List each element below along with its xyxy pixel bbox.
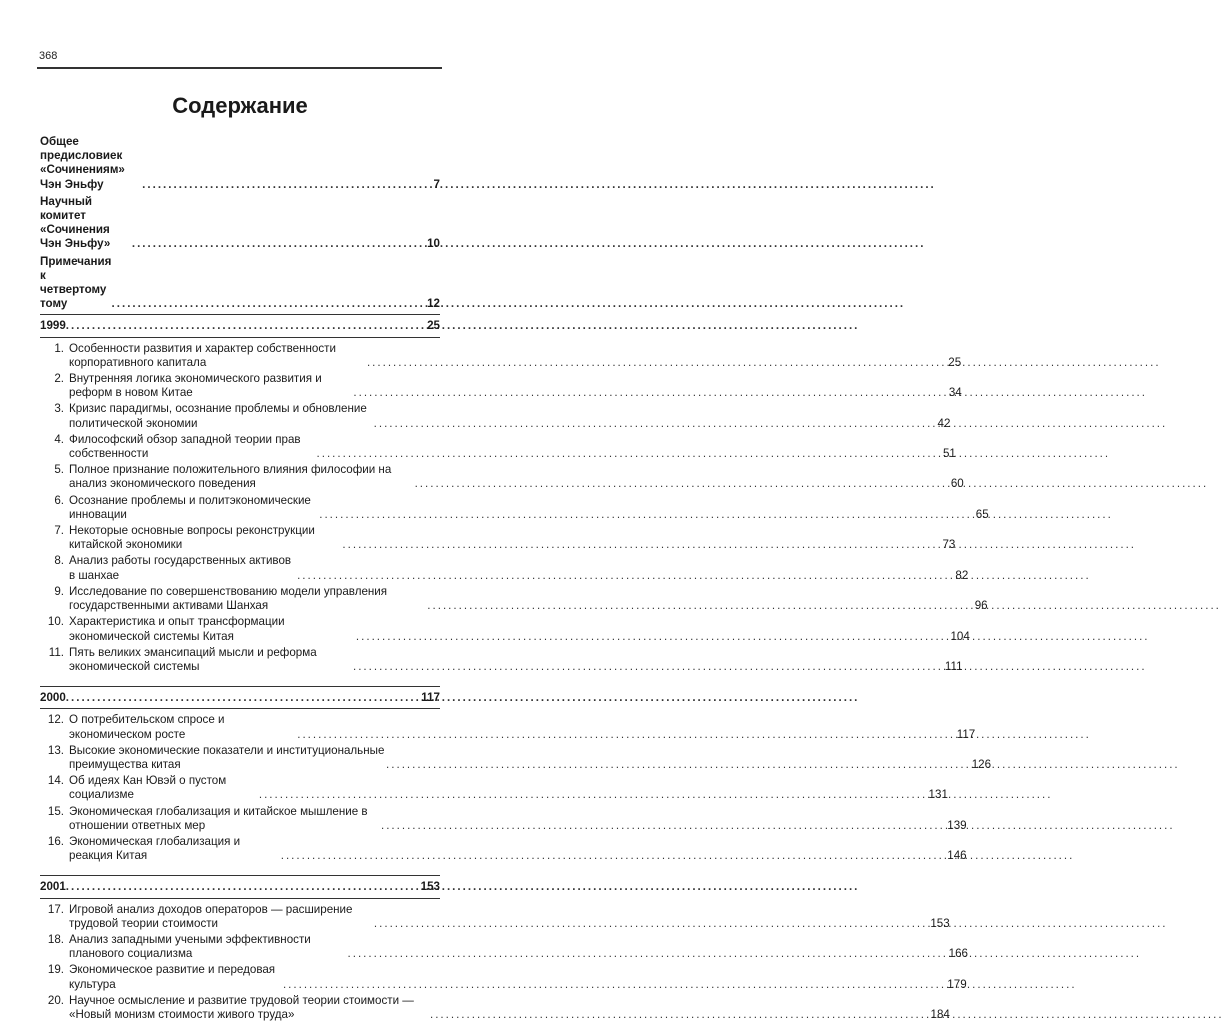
toc-entry-title: Исследование по совершенствованию модели управления государственными активами Шанхая — [69, 584, 388, 613]
toc-entry-title: О потребительском спросе и экономическом росте — [69, 713, 225, 741]
leader-dots — [353, 386, 947, 400]
toc-entry-title: Экономическая глобализация и китайское мышление в отношении ответных мер — [69, 804, 368, 832]
page-number: 368 — [39, 50, 58, 62]
leader-dots — [342, 538, 941, 552]
entry-number: 2. — [54, 372, 64, 386]
leader-dots — [66, 691, 420, 705]
toc-entry[interactable] — [40, 341, 962, 370]
toc-entry-title: Общее предисловиек «Сочинениям» Чэн Эньфу — [40, 135, 125, 191]
toc-entry-page: 25 — [427, 319, 440, 333]
entry-number: 10. — [47, 615, 64, 629]
toc-entry-page: 117 — [421, 691, 440, 705]
toc-entry-page: 60 — [950, 477, 964, 491]
toc-entry-title: Экономическая глобализация и реакция Китая — [69, 834, 241, 863]
section-rule — [40, 875, 440, 876]
leader-dots — [259, 788, 928, 802]
toc-entry[interactable] — [40, 774, 948, 802]
leader-dots — [353, 660, 944, 674]
section-rule — [40, 708, 440, 709]
toc-entry[interactable] — [40, 554, 969, 582]
toc-entry-page: 146 — [947, 849, 967, 863]
entry-number: 15. — [47, 804, 64, 818]
toc-entry[interactable] — [40, 834, 967, 863]
toc-entry-title: Пять великих эмансипаций мысли и реформа экономической системы — [69, 645, 317, 673]
leader-dots — [112, 297, 427, 311]
leader-dots — [386, 758, 971, 772]
toc-entry-title: Осознание проблемы и политэкономические инновации — [69, 493, 311, 521]
section-rule — [40, 337, 440, 338]
toc-entry[interactable] — [40, 372, 962, 400]
toc-entry[interactable] — [40, 402, 951, 430]
toc-entry-page: 12 — [427, 297, 440, 311]
leader-dots — [374, 417, 937, 431]
toc-entry-page: 104 — [950, 629, 970, 643]
entry-number: 8. — [54, 554, 64, 568]
entry-number: 16. — [47, 834, 64, 848]
toc-entry-page: 82 — [955, 568, 969, 582]
entry-number: 7. — [54, 524, 64, 538]
entry-number: 5. — [54, 463, 64, 477]
section-rule — [40, 898, 440, 899]
toc-entry[interactable] — [40, 493, 989, 522]
toc-entry-title: Философский обзор западной теории прав собственности — [69, 432, 301, 461]
toc-entry[interactable] — [40, 743, 992, 772]
toc-entry-page: 73 — [942, 538, 956, 552]
toc-entry[interactable] — [40, 463, 964, 491]
toc-entry-page: 117 — [956, 727, 976, 741]
page-title: Содержание — [172, 93, 308, 118]
toc-entry-page: 7 — [433, 177, 440, 191]
leader-dots — [319, 508, 975, 522]
leader-dots — [297, 569, 954, 583]
entry-number: 20. — [47, 993, 64, 1007]
toc-entry[interactable] — [40, 963, 967, 991]
toc-entry-title: Примечания к четвертому тому — [40, 254, 112, 311]
toc-front-entry[interactable] — [40, 255, 440, 312]
entry-number: 14. — [47, 774, 64, 788]
header-rule — [37, 67, 442, 69]
toc-entry-title: Некоторые основные вопросы реконструкции китайской экономики — [69, 524, 315, 552]
entry-number: 11. — [48, 645, 64, 659]
entry-number: 19. — [47, 963, 64, 977]
leader-dots — [283, 978, 946, 992]
toc-entry-page: 65 — [975, 507, 989, 521]
toc-entry-page: 139 — [947, 818, 967, 832]
toc-entry-page: 131 — [928, 788, 948, 802]
toc-entry-title: Особенности развития и характер собственности корпоративного капитала — [69, 341, 336, 369]
toc-entry[interactable] — [40, 524, 956, 552]
leader-dots — [415, 477, 950, 491]
toc-entry[interactable] — [40, 432, 956, 461]
toc-entry[interactable] — [40, 615, 970, 643]
toc-entry[interactable] — [40, 713, 976, 741]
toc-entry-title: Об идеях Кан Ювэй о пустом социализме — [69, 774, 227, 802]
leader-dots — [281, 849, 947, 863]
section-rule — [40, 314, 440, 315]
leader-dots — [381, 819, 946, 833]
toc-entry-page: 153 — [930, 916, 950, 930]
toc-entry-title: Экономическое развитие и передовая культура — [69, 963, 276, 991]
leader-dots — [66, 319, 426, 333]
toc-entry-page: 10 — [427, 237, 440, 251]
toc-front-entry[interactable] — [40, 135, 440, 192]
entry-number: 6. — [54, 493, 64, 507]
toc-entry-page: 42 — [937, 416, 951, 430]
toc-entry-title: Научное осмысление и развитие трудовой теории стоимости — «Новый монизм стоимости живого труда» — [69, 993, 414, 1021]
toc-front-entry[interactable] — [40, 195, 440, 252]
toc-entry-title: Характеристика и опыт трансформации экономической системы Китая — [69, 615, 285, 643]
toc-year-1999[interactable] — [40, 319, 440, 333]
toc-entry-title: Кризис парадигмы, осознание проблемы и обновление политической экономии — [69, 402, 367, 430]
toc-entry-page: 126 — [971, 757, 992, 771]
leader-dots — [142, 178, 432, 192]
toc-entry-page: 111 — [944, 659, 963, 673]
toc-entry-title: Анализ западными учеными эффективности планового социализма — [69, 932, 311, 961]
toc-entry-page: 153 — [420, 880, 440, 894]
toc-entry[interactable] — [40, 584, 988, 613]
entry-number: 13. — [47, 743, 64, 757]
toc-entry-title: Анализ работы государственных активов в шанхае — [69, 554, 292, 582]
leader-dots — [367, 356, 947, 370]
toc-entry-page: 34 — [948, 386, 962, 400]
leader-dots — [348, 947, 948, 961]
year-heading: 1999 — [40, 319, 66, 333]
leader-dots — [430, 1008, 930, 1022]
year-heading: 2000 — [40, 691, 66, 705]
toc-entry-title: Игровой анализ доходов операторов — расширение трудовой теории стоимости — [69, 902, 353, 930]
toc-entry[interactable] — [40, 645, 963, 674]
leader-dots — [132, 237, 426, 251]
toc-year-2001[interactable] — [40, 880, 440, 894]
toc-entry-page: 184 — [930, 1007, 950, 1021]
toc-entry[interactable] — [40, 932, 968, 961]
entry-number: 18. — [47, 932, 64, 946]
entry-number: 12. — [47, 713, 64, 727]
toc-entry-page: 25 — [948, 355, 962, 369]
toc-year-2000[interactable] — [40, 691, 440, 705]
leader-dots — [317, 447, 942, 461]
leader-dots — [356, 630, 950, 644]
toc-entry-title: Высокие экономические показатели и институциональные преимущества китая — [69, 743, 385, 771]
entry-number: 3. — [54, 402, 64, 416]
leader-dots — [66, 880, 420, 894]
toc-entry-page: 179 — [947, 977, 967, 991]
toc-entry-title: Научный комитет «Сочинения Чэн Эньфу» — [40, 194, 111, 251]
year-heading: 2001 — [40, 880, 66, 894]
toc-entry[interactable] — [40, 902, 950, 931]
entry-number: 9. — [54, 584, 64, 598]
entry-number: 4. — [54, 432, 64, 446]
toc-entry-page: 166 — [948, 947, 968, 961]
table-of-contents — [40, 135, 992, 1024]
entry-number: 1. — [54, 341, 64, 355]
toc-entry[interactable] — [40, 804, 967, 833]
leader-dots — [297, 728, 956, 742]
entry-number: 17. — [47, 902, 64, 916]
toc-entry[interactable] — [40, 993, 950, 1022]
leader-dots — [374, 917, 929, 931]
toc-entry-page: 51 — [942, 447, 956, 461]
toc-entry-page: 96 — [974, 599, 988, 613]
section-rule — [40, 686, 440, 687]
toc-entry-title: Внутренняя логика экономического развития и реформ в новом Китае — [69, 372, 322, 400]
leader-dots — [427, 599, 973, 613]
toc-entry-title: Полное признание положительного влияния философии на анализ экономического поведения — [69, 463, 392, 491]
